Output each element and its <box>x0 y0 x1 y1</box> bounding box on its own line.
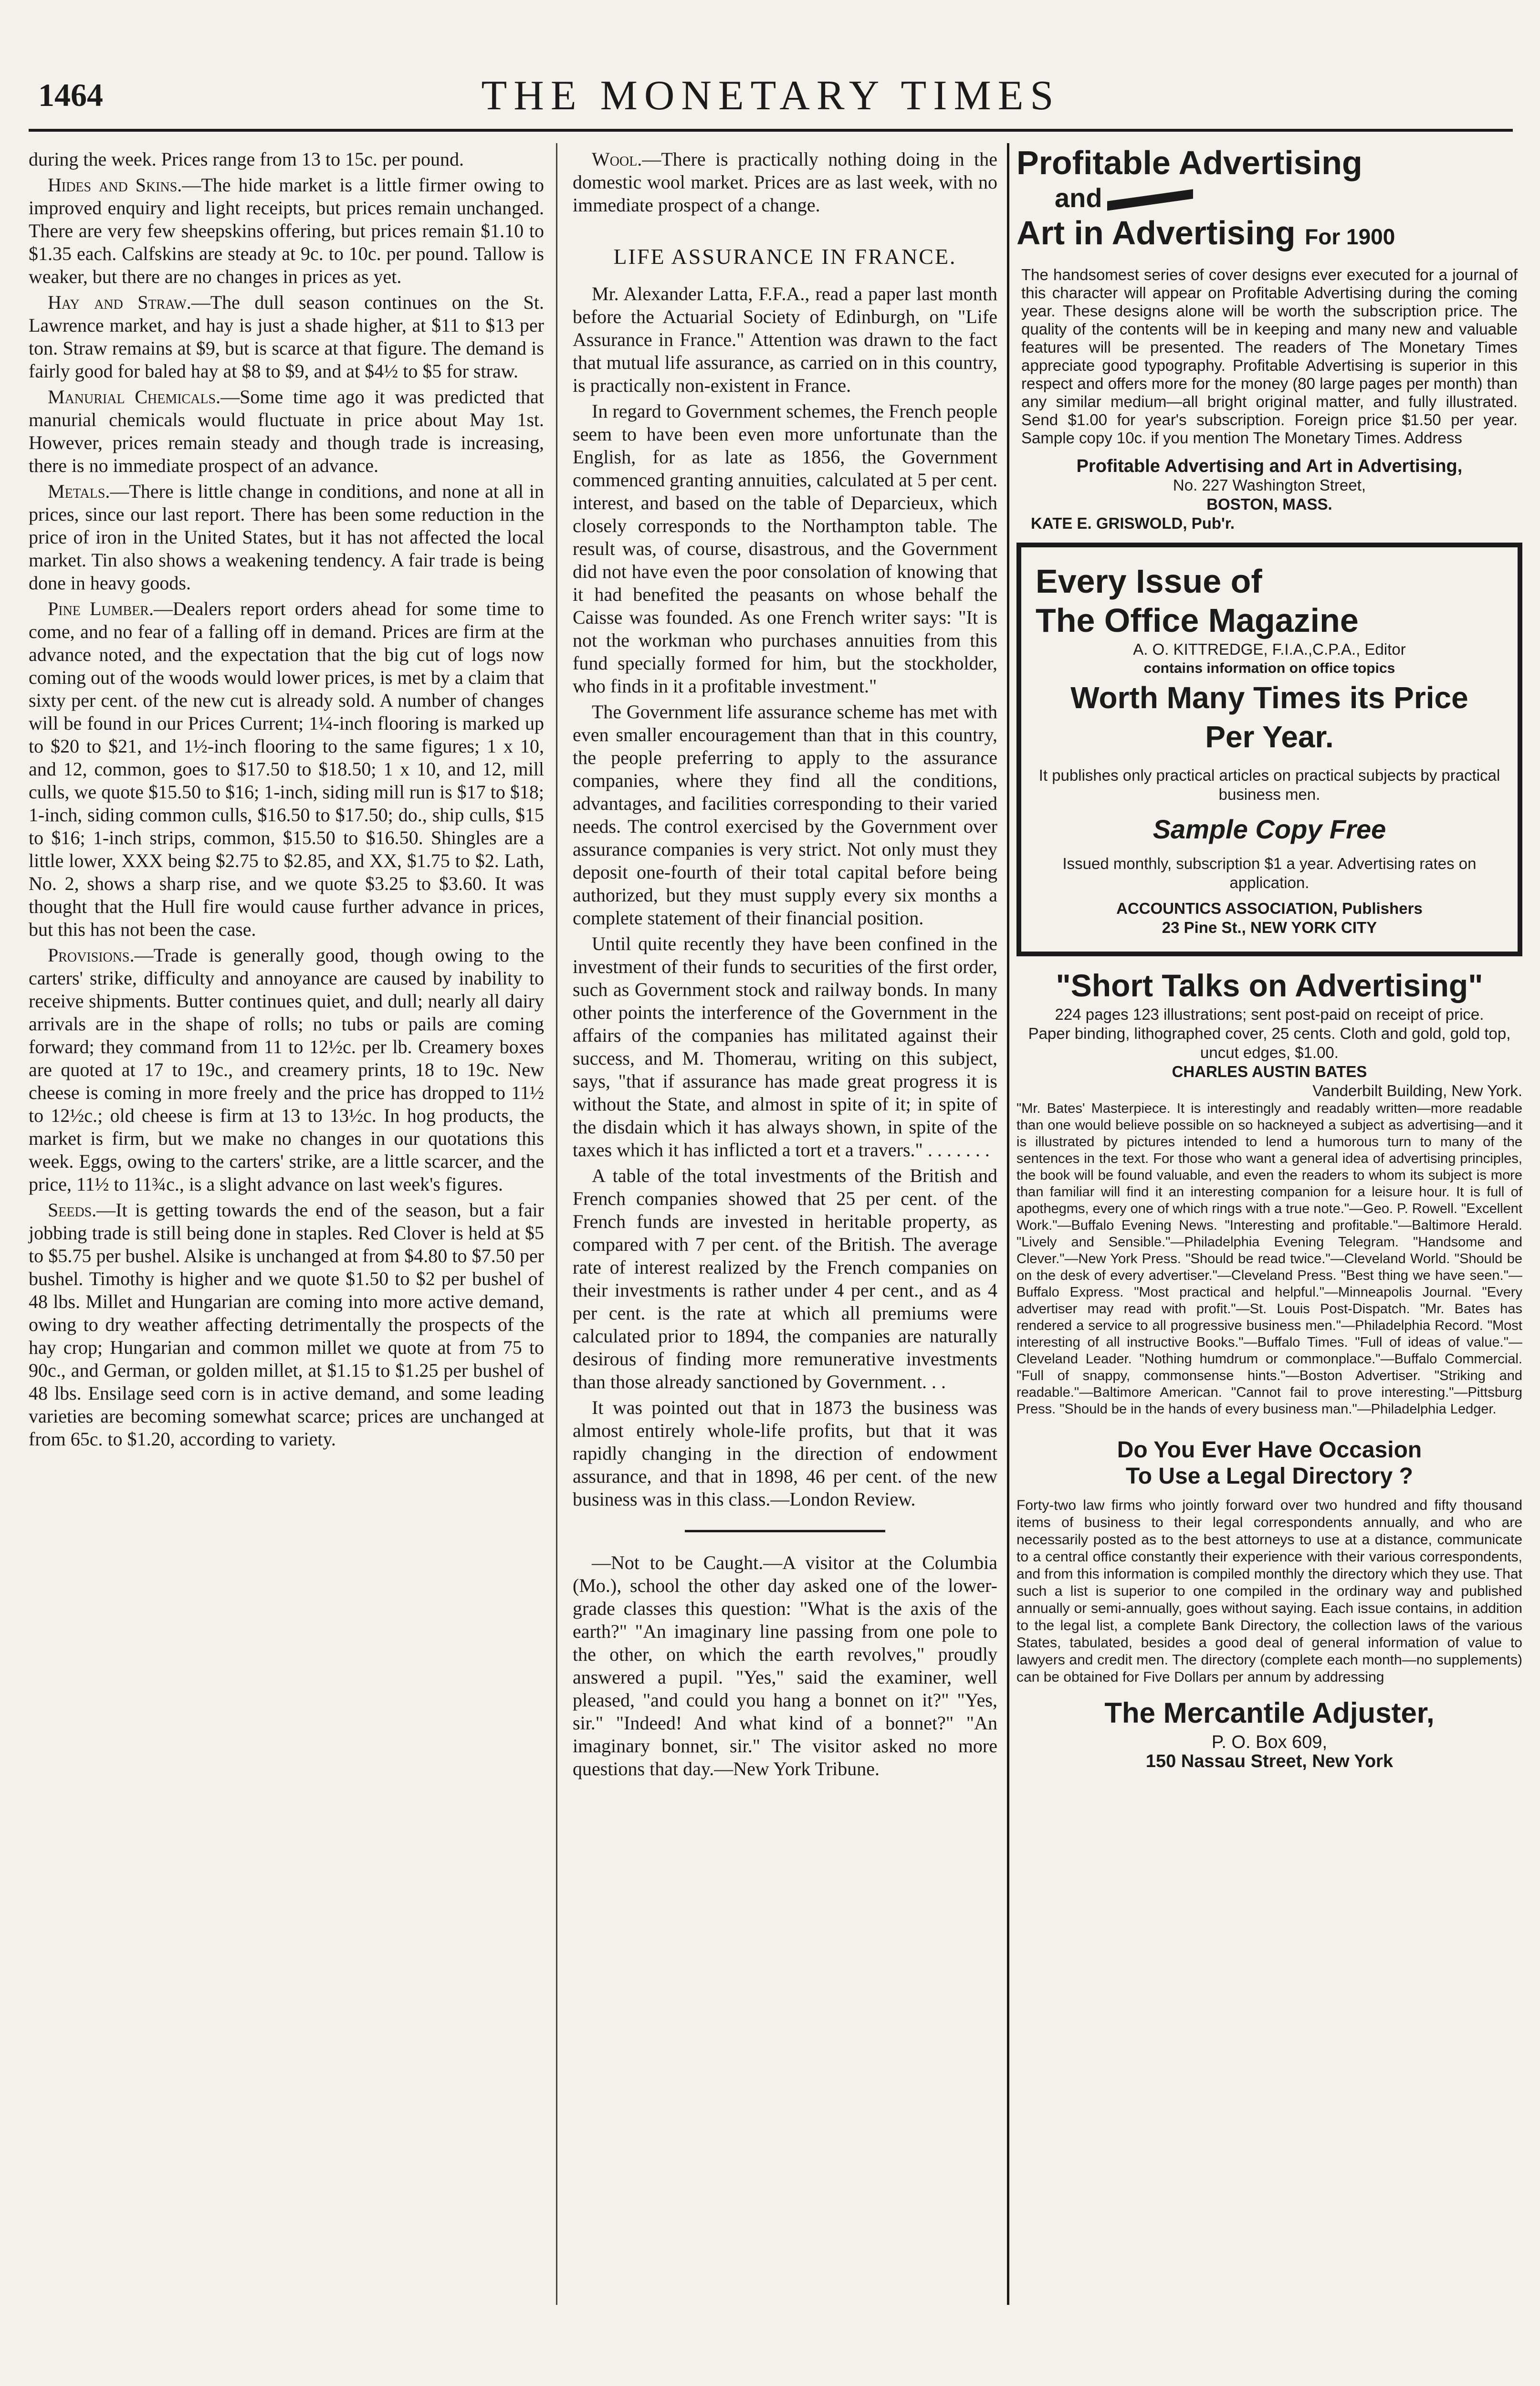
ad-short-talks <box>1016 966 1522 1418</box>
ad-body: Forty-two law firms who jointly forward over two hundred and fifty thousand items of business to their legal correspondents annually, and who are necessarily posted as to the best attorneys to use at a distance, communicate to a central office constantly their experience with their various correspondents, and from this information is compiled monthly the directory which they use. That such a list is superior to one compiled in the ordinary way and published annually or semi-annually, goes without saying. Each issue contains, in addition to the legal list, a complete Bank Directory, the collection laws of the various States, tabulated, besides a good deal of general information of value to lawyers and credit men. The directory (complete each month—no supplements) can be obtained for Five Dollars per annum by addressing <box>1016 1497 1522 1685</box>
header-rule <box>29 129 1513 132</box>
paragraph-chemicals: Manurial Chemicals.—Some time ago it was predicted that manurial chemicals would fluctuate in price about May 1st. However, prices remain steady and though trade is increasing, there is no immediate prospect of an advance. <box>29 386 544 476</box>
ad-office-magazine <box>1016 543 1522 956</box>
ad-text: Paper binding, lithographed cover, 25 cents. Cloth and gold, gold top, uncut edges, $1.00. <box>1028 1025 1511 1061</box>
paragraph-hides: Hides and Skins.—The hide market is a little firmer owing to improved enquiry and light receipts, but prices remain unchanged. There are very few sheepskins offering, but prices remain $1.10 to $1.35 each. Calfskins are steady at 9c. to 10c. per pound. Tallow is weaker, but there are no changes in prices as yet. <box>29 174 545 287</box>
paragraph-hay: Hay and Straw.—The dull season continues on the St. Lawrence market, and hay is just a shade higher, at $11 to $13 per ton. Straw remains at $9, but is scarce at that figure. The demand is fairly good for baled hay at $8 to $9, and at $4½ to $5 for straw. <box>29 292 544 382</box>
article-paragraph: A table of the total investments of the British and French companies showed that 25 per cent. of the French funds are invested in heritable property, as compared with 7 per cent. of the British. The average rate of interest realized by the French companies on their investments is rather under 4 per cent., and as 4 per cent. is the rate at which all premiums were calculated prior to 1894, the companies are naturally desirous of finding more remunerative investments than those already sanctioned by Government. . . <box>573 1165 997 1392</box>
article-paragraph: Until quite recently they have been confined in the investment of their funds to securities of the first order, such as Government stock and railway bonds. In many other points the interference of the Government in the affairs of the companies has militated against their success, and M. Thomerau, writing on this subject, says, "that if assurance has made great progress it is without the State, and almost in spite of it; in spite of the disdain which it has always shown, in spite of the taxes which it has inflicted a tort et a travers." . . . . . . . <box>573 933 997 1161</box>
article-paragraph: The Government life assurance scheme has met with even smaller encouragement than that in this country, the people preferring to apply to the assurance companies, where they find all the conditions, advantages, and facilities corresponding to their varied needs. The control exercised by the Government over assurance companies is very strict. Not only must they deposit one-fourth of their total capital before being authorized, but they must supply every six months a complete statement of their financial position. <box>573 701 997 929</box>
paragraph-not-caught: —Not to be Caught.—A visitor at the Columbia (Mo.), school the other day asked one of the lower-grade classes this question: "What is the axis of the earth?" "An imaginary line passing from one pole to the other, on which the earth revolves," proudly answered a pupil. "Yes," said the examiner, well pleased, "and could you hang a bonnet on it?" "Yes, sir." "Indeed! And what kind of a bonnet?" "An imaginary bonnet, sir." The visitor asked no more questions that day.—New York Tribune. <box>573 1552 997 1779</box>
paragraph-wool: Wool.—There is practically nothing doing in the domestic wool market. Prices are as last week, with no immediate prospect of a change. <box>573 148 997 216</box>
paragraph-lumber: Pine Lumber.—Dealers report orders ahead for some time to come, and no fear of a falling off in demand. Prices are firm at the advance noted, and the expectation that the big cut of logs now coming out of the woods would lower prices, is met by a claim that sixty per cent. of the new cut is already sold. A number of changes will be found in our Prices Current; 1¼-inch flooring is marked up to $20 to $21, and 1½-inch flooring to the same figures; 1 x 10, and 12, common, goes to $17.50 to $18.50; 1 x 10, and 12, mill culls, we quote $15.50 to $16; 1-inch, siding mill run is $17 to $18; 1-inch, siding common culls, $16.50 to $17.50; do., ship culls, $15 to $16; 1-inch strips, common, $15.50 to $16.50. Shingles are a little lower, XXX being $2.75 to $2.85, and XX, $1.75 to $2. Lath, No. 2, shows a sharp rise, and we quote $3.25 to $3.60. It was thought that the Hull fire would cause further advance in prices, but this has not been the case. <box>29 598 544 940</box>
newspaper-title: THE MONETARY TIMES <box>481 73 1060 119</box>
ad-body: "Mr. Bates' Masterpiece. It is interestingly and readably written—more readable than one would believe possible on so hackneyed a subject as advertising—and it is illustrated by pictures intended to lend a humorous turn to many of the sentences in the text. For those who want a general idea of advertising principles, the book will be found valuable, and even the readers to whom its subject is more than familiar will find it an interesting companion for a leisure hour. It is full of apothegms, every one of which rings with a true note."—Geo. P. Rowell. "Excellent Work."—Buffalo Evening News. "Interesting and profitable."—Baltimore Herald. "Lively and Sensible."—Philadelphia Evening Telegram. "Handsome and Clever."—New York Press. "Should be read twice."—Cleveland World. "Should be on the desk of every advertiser."—Cleveland Press. "Best thing we have seen."—Buffalo Express. "Most practical and helpful."—Minneapolis Journal. "Every advertiser may read with profit."—St. Louis Post-Dispatch. "Mr. Bates has rendered a service to all progressive business men."—Philadelphia Record. "Most interesting of all instructive Books."—Buffalo Times. "Full of ideas of value."—Cleveland Leader. "Nothing humdrum or commonplace."—Buffalo Commercial. "Full of snappy, commonsense hints."—Boston Advertiser. "Striking and readable."—Baltimore American. "Cannot fail to prove interesting."—Pittsburg Press. "Should be in the hands of every business man."—Philadelphia Ledger. <box>1016 1101 1522 1417</box>
ad-address: 150 Nassau Street, New York <box>1145 1751 1393 1771</box>
ad-publisher: KATE E. GRISWOLD, Pub'r. <box>1031 514 1235 532</box>
ad-address: No. 227 Washington Street, <box>1173 476 1366 494</box>
article-heading: LIFE ASSURANCE IN FRANCE. <box>613 244 957 269</box>
ad-and: and <box>1055 183 1102 213</box>
ad-sample: Sample Copy Free <box>1152 814 1386 844</box>
ad-title: To Use a Legal Directory ? <box>1126 1464 1413 1489</box>
ad-editor: A. O. KITTREDGE, F.I.A.,C.P.A., Editor <box>1133 640 1406 658</box>
ad-text: Issued monthly, subscription $1 a year. Advertising rates on application. <box>1062 855 1477 891</box>
ad-title: Profitable Advertising <box>1016 144 1362 181</box>
pen-stroke-decoration <box>1107 189 1193 211</box>
ad-contains: contains information on office topics <box>1143 660 1395 676</box>
paragraph-continued: during the week. Prices range from 13 to 15c. per pound. <box>29 148 464 170</box>
article-end-rule <box>685 1530 885 1532</box>
column-market-reports <box>29 148 544 1454</box>
ad-year: For 1900 <box>1305 224 1395 249</box>
paragraph-seeds: Seeds.—It is getting towards the end of the season, but a fair jobbing trade is still being done in staples. Red Clover is held at $5 to $5.75 per bushel. Alsike is unchanged at from $4.80 to $7.50 per bushel. Timothy is higher and we quote $1.50 to $2 per bushel of 48 lbs. Millet and Hungarian are coming into more active demand, owing to dry weather affecting detrimentally the prospects of the hay crop; Hungarian and common millet we quote at from 75 to 90c., and German, or golden millet, at $1.15 to $1.25 per bushel of 48 lbs. Ensilage seed corn is in active demand, and some leading varieties are becoming somewhat scarce; prices are unchanged at from 65c. to $1.20, according to variety. <box>29 1199 544 1450</box>
ad-address: 23 Pine St., NEW YORK CITY <box>1162 919 1377 936</box>
ad-headline: Per Year. <box>1205 720 1334 754</box>
ad-headline: Worth Many Times its Price <box>1070 680 1468 715</box>
ad-title: Do You Ever Have Occasion <box>1117 1437 1422 1463</box>
paragraph-provisions: Provisions.—Trade is generally good, though owing to the carters' strike, difficulty and annoyance are caused by inability to receive shipments. Butter continues quiet, and dull; nearly all dairy arrivals are in the shape of rolls; no tubs or pails are coming forward; they command from 11 to 12½c. per lb. Creamery boxes are quoted at 17 to 19c., and creamery prints, 18 to 19c. New cheese is coming in more freely and the price has dropped to 11½ to 12½c.; old cheese is firm at 13 to 13½c. In hog products, the market is firm, but we make no changes in our quotations this week. Eggs, owing to the carters' strike, are a little scarcer, and the price, 11½ to 11¾c., is a slight advance on last week's figures. <box>29 944 544 1195</box>
ad-body: The handsomest series of cover designs ever executed for a journal of this character will appear on Profitable Advertising during the coming year. These designs alone will be worth the subscription price. The quality of the contents will be in keeping and many new and valuable features will be presented. The readers of The Monetary Times appreciate good typography. Profitable Advertising is superior in this respect and offers more for the money (80 large pages per month) than any similar medium—all bright original matter, and fully illustrated. Send $1.00 for year's subscription. Foreign price $1.50 per year. Sample copy 10c. if you mention The Monetary Times. Address <box>1021 266 1518 447</box>
ad-address: Vanderbilt Building, New York. <box>1312 1082 1522 1099</box>
ad-title: Every Issue of <box>1036 563 1262 600</box>
ad-text: It publishes only practical articles on practical subjects by practical business men. <box>1038 766 1500 803</box>
ad-text: 224 pages 123 illustrations; sent post-paid on receipt of price. <box>1055 1005 1484 1023</box>
ad-address: BOSTON, MASS. <box>1206 495 1332 513</box>
ad-legal-directory <box>1016 1437 1522 1771</box>
article-paragraph: In regard to Government schemes, the French people seem to have been even more unfortunate than the English, for as late as 1856, the Government commenced granting annuities, calculated at 5 per cent. interest, and based on the table of Deparcieux, which closely corresponds to the Northampton table. The result was, of course, disastrous, and the Government did not have even the poor consolation of knowing that it had benefited the peasants on whose behalf the Caisse was founded. As one French writer says: "It is not the workman who purchases annuities from this fund specially formed for him, but the stockholder, who finds in it a profitable investment." <box>573 400 997 697</box>
advertisement-column <box>1016 143 1522 1771</box>
column-life-assurance <box>573 148 997 1783</box>
ad-title: "Short Talks on Advertising" <box>1056 968 1483 1003</box>
ad-title: Art in Advertising <box>1016 214 1296 251</box>
article-paragraph: It was pointed out that in 1873 the business was almost entirely whole-life profits, but that it was rapidly changing in the direction of endowment assurance, and that in 1898, 46 per cent. of the new business was in this class.—London Review. <box>573 1397 997 1510</box>
article-paragraph: Mr. Alexander Latta, F.F.A., read a paper last month before the Actuarial Society of Edinburgh, on "Life Assurance in France." Attention was drawn to the fact that mutual life assurance, as carried on in this country, is practically non-existent in France. <box>573 283 997 396</box>
paragraph-metals: Metals.—There is little change in conditions, and none at all in prices, since our last report. There has been some reduction in the price of iron in the United States, but it has not affected the local market. Tin also shows a weakening tendency. A fair trade is being done in heavy goods. <box>29 481 544 594</box>
ad-profitable-advertising <box>1016 143 1522 533</box>
ad-title: The Office Magazine <box>1036 602 1359 639</box>
ad-address: Profitable Advertising and Art in Advertising, <box>1076 456 1463 476</box>
ad-address: P. O. Box 609, <box>1211 1732 1328 1752</box>
column-divider <box>556 143 557 2305</box>
ad-column-divider <box>1007 143 1009 2305</box>
ad-name: CHARLES AUSTIN BATES <box>1172 1063 1367 1080</box>
ad-name: The Mercantile Adjuster, <box>1104 1697 1435 1729</box>
page-number: 1464 <box>38 77 103 113</box>
masthead <box>29 72 1513 138</box>
ad-publisher: ACCOUNTICS ASSOCIATION, Publishers <box>1116 900 1423 917</box>
